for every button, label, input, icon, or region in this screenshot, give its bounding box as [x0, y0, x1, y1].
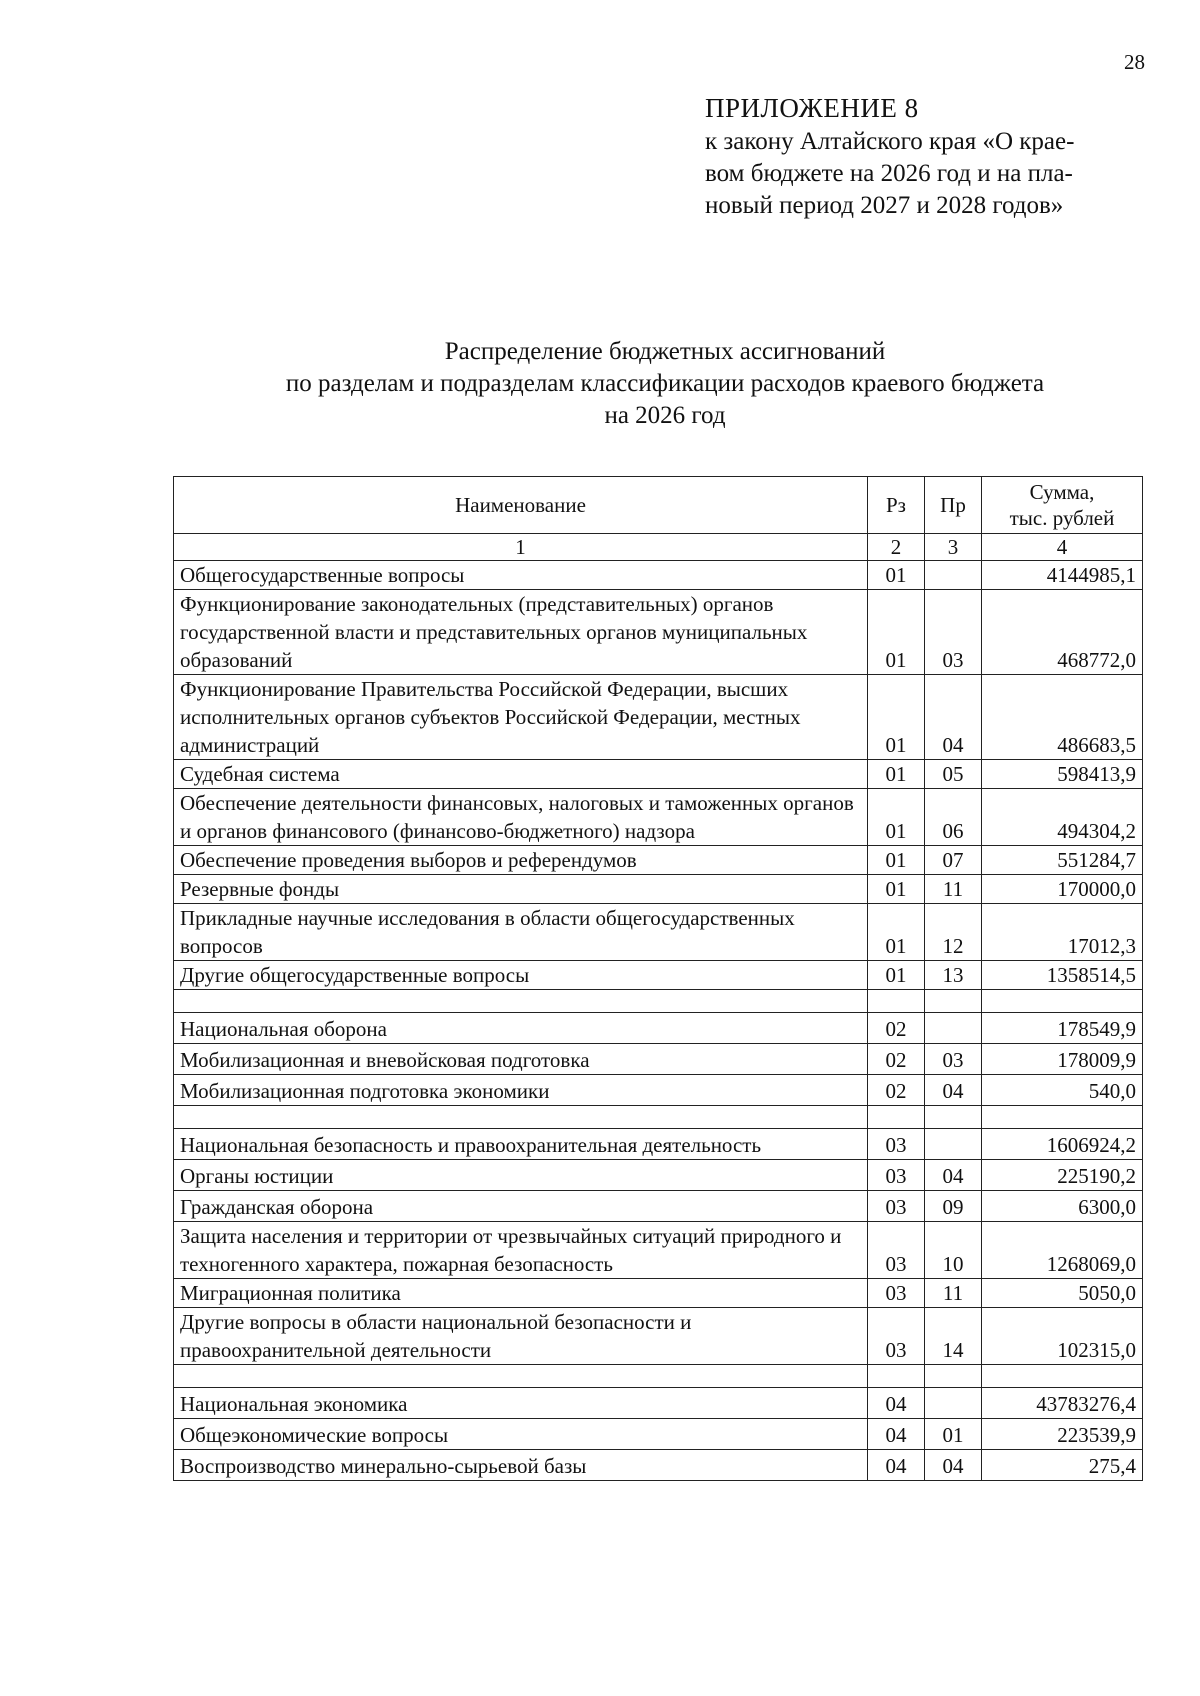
column-number-row — [174, 534, 1143, 561]
appendix-block — [705, 92, 1145, 222]
cell-pr: 07 — [925, 846, 982, 875]
table-row — [174, 1308, 1143, 1365]
table-header-row — [174, 477, 1143, 534]
separator-row — [174, 1365, 1143, 1388]
column-number: 4 — [982, 534, 1143, 561]
cell-pr: 04 — [925, 675, 982, 760]
cell-name: Прикладные научные исследования в области общегосударственных вопросов — [174, 904, 868, 961]
cell-name: Национальная экономика — [174, 1388, 868, 1419]
header-rz: Рз — [868, 477, 925, 534]
cell-pr: 06 — [925, 789, 982, 846]
cell-pr: 05 — [925, 760, 982, 789]
empty-cell — [174, 1106, 868, 1129]
appendix-line: вом бюджете на 2026 год и на пла- — [705, 160, 1073, 187]
cell-pr: 13 — [925, 961, 982, 990]
table-row — [174, 561, 1143, 590]
cell-sum: 468772,0 — [982, 590, 1143, 675]
table-body — [174, 561, 1143, 1481]
cell-sum: 170000,0 — [982, 875, 1143, 904]
cell-name: Органы юстиции — [174, 1160, 868, 1191]
header-pr: Пр — [925, 477, 982, 534]
empty-cell — [925, 1365, 982, 1388]
table-row — [174, 1419, 1143, 1450]
table-row — [174, 1075, 1143, 1106]
empty-cell — [868, 1106, 925, 1129]
table-row — [174, 760, 1143, 789]
table-row — [174, 590, 1143, 675]
cell-rz: 01 — [868, 961, 925, 990]
empty-cell — [982, 1106, 1143, 1129]
empty-cell — [982, 990, 1143, 1013]
header-sum-line: Сумма, — [1029, 480, 1095, 504]
cell-sum: 43783276,4 — [982, 1388, 1143, 1419]
cell-rz: 01 — [868, 846, 925, 875]
cell-rz: 03 — [868, 1129, 925, 1160]
cell-name: Общеэкономические вопросы — [174, 1419, 868, 1450]
header-sum-line: тыс. рублей — [1009, 506, 1115, 530]
cell-pr — [925, 1388, 982, 1419]
cell-rz: 04 — [868, 1419, 925, 1450]
cell-sum: 4144985,1 — [982, 561, 1143, 590]
cell-pr: 03 — [925, 590, 982, 675]
title-line: по разделам и подразделам классификации расходов краевого бюджета — [285, 370, 1045, 397]
empty-cell — [174, 1365, 868, 1388]
column-number: 1 — [174, 534, 868, 561]
cell-sum: 486683,5 — [982, 675, 1143, 760]
cell-name: Другие общегосударственные вопросы — [174, 961, 868, 990]
cell-sum: 5050,0 — [982, 1279, 1143, 1308]
cell-rz: 01 — [868, 561, 925, 590]
cell-rz: 01 — [868, 875, 925, 904]
cell-pr: 10 — [925, 1222, 982, 1279]
table-row — [174, 1191, 1143, 1222]
empty-cell — [982, 1365, 1143, 1388]
header-name: Наименование — [174, 477, 868, 534]
cell-rz: 03 — [868, 1191, 925, 1222]
cell-pr — [925, 1129, 982, 1160]
cell-sum: 102315,0 — [982, 1308, 1143, 1365]
cell-name: Национальная безопасность и правоохранительная деятельность — [174, 1129, 868, 1160]
cell-rz: 03 — [868, 1222, 925, 1279]
cell-rz: 04 — [868, 1388, 925, 1419]
cell-sum: 1268069,0 — [982, 1222, 1143, 1279]
cell-rz: 04 — [868, 1450, 925, 1481]
table-row — [174, 1044, 1143, 1075]
table-row — [174, 789, 1143, 846]
title-line: Распределение бюджетных ассигнований — [444, 338, 886, 365]
cell-sum: 598413,9 — [982, 760, 1143, 789]
cell-pr: 11 — [925, 1279, 982, 1308]
cell-pr: 04 — [925, 1160, 982, 1191]
cell-sum: 494304,2 — [982, 789, 1143, 846]
cell-rz: 02 — [868, 1075, 925, 1106]
table-row — [174, 1450, 1143, 1481]
cell-rz: 03 — [868, 1279, 925, 1308]
table-row — [174, 1160, 1143, 1191]
cell-sum: 540,0 — [982, 1075, 1143, 1106]
cell-pr — [925, 561, 982, 590]
cell-pr: 03 — [925, 1044, 982, 1075]
cell-name: Мобилизационная подготовка экономики — [174, 1075, 868, 1106]
column-number: 3 — [925, 534, 982, 561]
cell-name: Другие вопросы в области национальной безопасности и правоохранительной деятельности — [174, 1308, 868, 1365]
cell-pr — [925, 1013, 982, 1044]
cell-rz: 01 — [868, 590, 925, 675]
cell-sum: 223539,9 — [982, 1419, 1143, 1450]
appendix-line: новый период 2027 и 2028 годов» — [705, 192, 1064, 219]
cell-name: Миграционная политика — [174, 1279, 868, 1308]
empty-cell — [925, 990, 982, 1013]
cell-name: Гражданская оборона — [174, 1191, 868, 1222]
page-number: 28 — [1124, 50, 1145, 74]
separator-row — [174, 990, 1143, 1013]
cell-name: Функционирование Правительства Российской Федерации, высших исполнительных органов субъектов Российской Федерации, местных администраций — [174, 675, 868, 760]
cell-sum: 1358514,5 — [982, 961, 1143, 990]
cell-rz: 03 — [868, 1160, 925, 1191]
title-line: на 2026 год — [604, 402, 726, 429]
cell-rz: 01 — [868, 760, 925, 789]
cell-name: Обеспечение проведения выборов и референдумов — [174, 846, 868, 875]
cell-name: Воспроизводство минерально-сырьевой базы — [174, 1450, 868, 1481]
cell-name: Резервные фонды — [174, 875, 868, 904]
appendix-line: к закону Алтайского края «О крае- — [705, 128, 1075, 155]
cell-pr: 12 — [925, 904, 982, 961]
cell-sum: 1606924,2 — [982, 1129, 1143, 1160]
cell-rz: 01 — [868, 789, 925, 846]
table-row — [174, 961, 1143, 990]
table-row — [174, 1222, 1143, 1279]
table-row — [174, 1129, 1143, 1160]
empty-cell — [868, 990, 925, 1013]
cell-rz: 03 — [868, 1308, 925, 1365]
budget-table — [173, 476, 1143, 1481]
cell-sum: 17012,3 — [982, 904, 1143, 961]
document-title — [0, 336, 1200, 432]
cell-rz: 02 — [868, 1013, 925, 1044]
cell-rz: 01 — [868, 675, 925, 760]
table-row — [174, 1279, 1143, 1308]
header-sum — [982, 477, 1143, 534]
cell-name: Обеспечение деятельности финансовых, налоговых и таможенных органов и органов финансового (финансово-бюджетного) надзора — [174, 789, 868, 846]
cell-rz: 01 — [868, 904, 925, 961]
cell-sum: 551284,7 — [982, 846, 1143, 875]
cell-rz: 02 — [868, 1044, 925, 1075]
appendix-title: ПРИЛОЖЕНИЕ 8 — [705, 93, 919, 123]
cell-pr: 04 — [925, 1450, 982, 1481]
cell-name: Защита населения и территории от чрезвычайных ситуаций природного и техногенного характера, пожарная безопасность — [174, 1222, 868, 1279]
cell-pr: 14 — [925, 1308, 982, 1365]
cell-name: Мобилизационная и вневойсковая подготовка — [174, 1044, 868, 1075]
cell-name: Функционирование законодательных (представительных) органов государственной власти и представительных органов муниципальных образований — [174, 590, 868, 675]
cell-pr: 09 — [925, 1191, 982, 1222]
cell-pr: 04 — [925, 1075, 982, 1106]
empty-cell — [925, 1106, 982, 1129]
separator-row — [174, 1106, 1143, 1129]
table-row — [174, 1388, 1143, 1419]
table-row — [174, 904, 1143, 961]
empty-cell — [174, 990, 868, 1013]
table-row — [174, 675, 1143, 760]
cell-pr: 11 — [925, 875, 982, 904]
cell-sum: 225190,2 — [982, 1160, 1143, 1191]
cell-sum: 178009,9 — [982, 1044, 1143, 1075]
table-row — [174, 1013, 1143, 1044]
table-row — [174, 875, 1143, 904]
cell-sum: 6300,0 — [982, 1191, 1143, 1222]
cell-sum: 275,4 — [982, 1450, 1143, 1481]
empty-cell — [868, 1365, 925, 1388]
cell-pr: 01 — [925, 1419, 982, 1450]
cell-sum: 178549,9 — [982, 1013, 1143, 1044]
column-number: 2 — [868, 534, 925, 561]
cell-name: Общегосударственные вопросы — [174, 561, 868, 590]
table-row — [174, 846, 1143, 875]
cell-name: Национальная оборона — [174, 1013, 868, 1044]
cell-name: Судебная система — [174, 760, 868, 789]
